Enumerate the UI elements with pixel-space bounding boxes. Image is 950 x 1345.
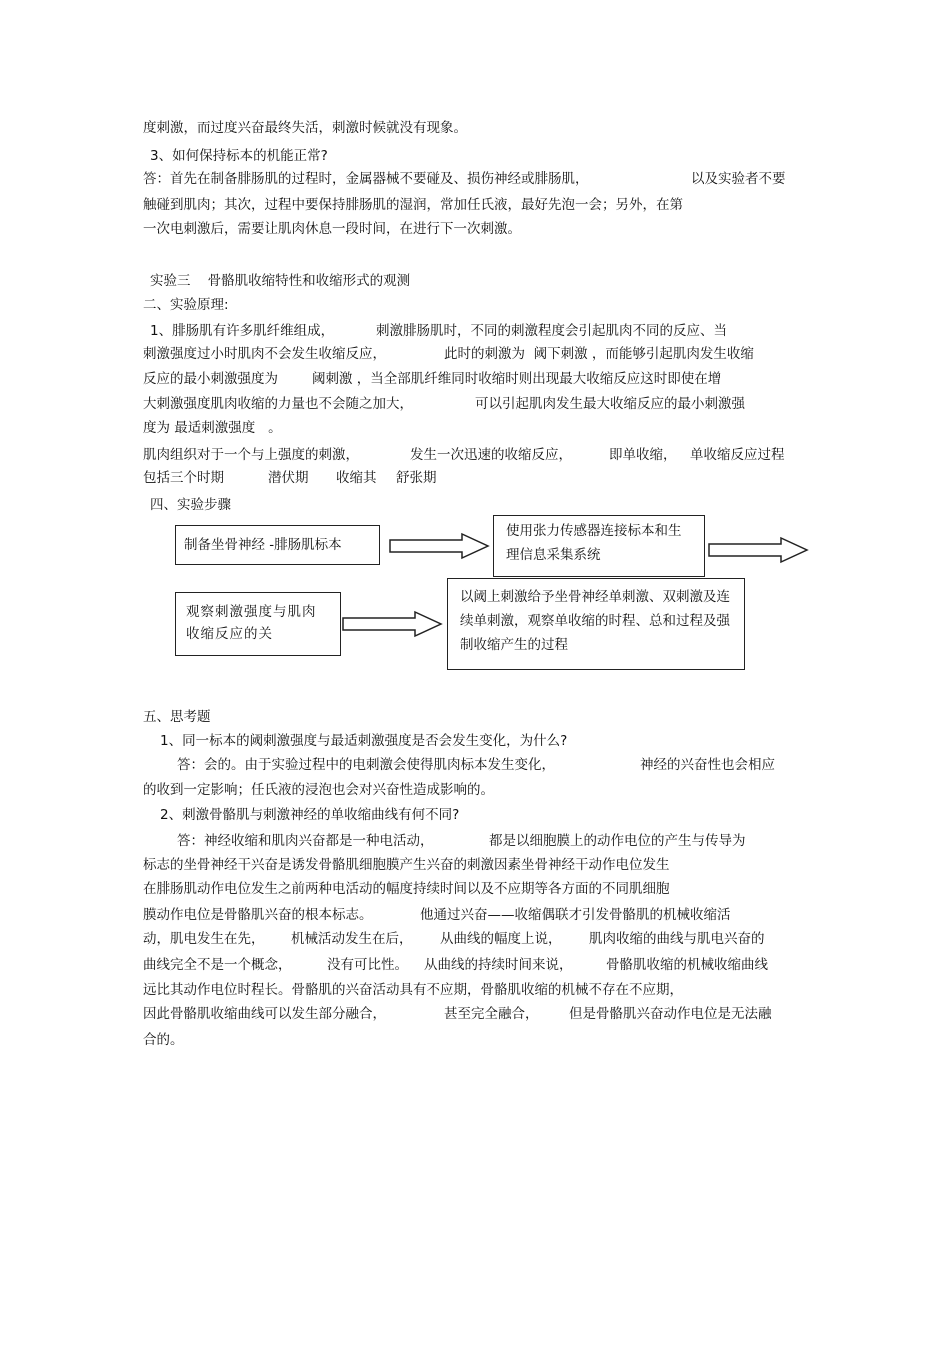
section-heading: 二、实验原理: <box>143 297 229 313</box>
flow-box-stimulate: 以阈上刺激给予坐骨神经单刺激、双刺激及连续单刺激，观察单收缩的时程、总和过程及强制收缩产生的过程 <box>447 578 745 670</box>
text-line: 合的。 <box>143 1032 184 1048</box>
text-line: 答：神经收缩和肌肉兴奋都是一种电活动， <box>177 833 434 849</box>
section-title: 实验三 骨骼肌收缩特性和收缩形式的观测 <box>150 273 411 289</box>
text-line: 度刺激，而过度兴奋最终失活，刺激时候就没有现象。 <box>143 120 467 136</box>
text-line: 1、腓肠肌有许多肌纤维组成， <box>150 323 335 339</box>
flow-box-prepare: 制备坐骨神经 -腓肠肌标本 <box>175 525 380 565</box>
text-line: 答：首先在制备腓肠肌的过程时，金属器械不要碰及、损伤神经或腓肠肌， <box>143 171 589 187</box>
flow-arrow <box>709 538 809 562</box>
text-line: 单收缩反应过程 <box>690 447 785 463</box>
text-line: 阈刺激 ，当全部肌纤维同时收缩时则出现最大收缩反应这时即使在增 <box>312 371 722 387</box>
text-line: 膜动作电位是骨骼肌兴奋的根本标志。 <box>143 907 373 923</box>
text-line: 从曲线的幅度上说， <box>440 931 562 947</box>
text-line: 一次电刺激后，需要让肌肉休息一段时间，在进行下一次刺激。 <box>143 221 521 237</box>
text-line: 潜伏期 <box>268 470 309 486</box>
flow-arrow <box>343 612 443 636</box>
text-line: 触碰到肌肉；其次，过程中要保持腓肠肌的湿润，常加任氏液，最好先泡一会；另外，在第 <box>143 197 683 213</box>
text-line: 的收到一定影响；任氏液的浸泡也会对兴奋性造成影响的。 <box>143 782 494 798</box>
text-line: 都是以细胞膜上的动作电位的产生与传导为 <box>489 833 746 849</box>
text-line: 发生一次迅速的收缩反应， <box>410 447 572 463</box>
text-line: 没有可比性。 <box>327 957 408 973</box>
text-line: 度为 最适刺激强度 。 <box>143 420 282 436</box>
text-line: 标志的坐骨神经干兴奋是诱发骨骼肌细胞膜产生兴奋的刺激因素坐骨神经干动作电位发生 <box>143 857 670 873</box>
text-line: 在腓肠肌动作电位发生之前两种电活动的幅度持续时间以及不应期等各方面的不同肌细胞 <box>143 881 670 897</box>
text-line: 骨骼肌收缩的机械收缩曲线 <box>606 957 768 973</box>
flow-box-observe: 观察刺激强度与肌肉收缩反应的关 <box>175 592 341 656</box>
text-line: 即单收缩， <box>609 447 677 463</box>
question-3: 3、如何保持标本的机能正常? <box>150 148 328 164</box>
text-line: 收缩其 <box>336 470 377 486</box>
text-line: 答：会的。由于实验过程中的电刺激会使得肌肉标本发生变化， <box>177 757 555 773</box>
text-line: 甚至完全融合， <box>444 1006 539 1022</box>
text-line: 肌肉组织对于一个与上强度的刺激， <box>143 447 359 463</box>
text-line: 以及实验者不要 <box>691 171 786 187</box>
text-line: 从曲线的持续时间来说， <box>424 957 573 973</box>
text-line: 舒张期 <box>396 470 437 486</box>
text-line: 刺激腓肠肌时，不同的刺激程度会引起肌肉不同的反应、当 <box>376 323 727 339</box>
text-line: 神经的兴奋性也会相应 <box>640 757 775 773</box>
text-line: 大刺激强度肌肉收缩的力量也不会随之加大， <box>143 396 413 412</box>
text-line: 但是骨骼肌兴奋动作电位是无法融 <box>569 1006 772 1022</box>
text-line: 肌肉收缩的曲线与肌电兴奋的 <box>589 931 765 947</box>
flow-box-connect: 使用张力传感器连接标本和生理信息采集系统 <box>493 515 705 577</box>
text-line: 曲线完全不是一个概念， <box>143 957 292 973</box>
flow-arrow <box>390 534 490 558</box>
text-line: 包括三个时期 <box>143 470 224 486</box>
text-line: 因此骨骼肌收缩曲线可以发生部分融合， <box>143 1006 386 1022</box>
text-line: 动，肌电发生在先， <box>143 931 265 947</box>
text-line: 可以引起肌肉发生最大收缩反应的最小刺激强 <box>475 396 745 412</box>
text-line: 远比其动作电位时程长。骨骼肌的兴奋活动具有不应期，骨骼肌收缩的机械不存在不应期， <box>143 982 683 998</box>
text-line: 他通过兴奋——收缩偶联才引发骨骼肌的机械收缩活 <box>420 907 731 923</box>
text-line: 机械活动发生在后， <box>291 931 413 947</box>
question-1: 1、同一标本的阈刺激强度与最适刺激强度是否会发生变化，为什么? <box>160 733 568 749</box>
section-heading: 五、思考题 <box>143 709 211 725</box>
section-heading: 四、实验步骤 <box>150 497 231 513</box>
question-2: 2、刺激骨骼肌与刺激神经的单收缩曲线有何不同? <box>160 807 460 823</box>
text-line: 此时的刺激为 阈下刺激 ，而能够引起肌肉发生收缩 <box>444 346 754 362</box>
text-line: 反应的最小刺激强度为 <box>143 371 278 387</box>
text-line: 刺激强度过小时肌肉不会发生收缩反应， <box>143 346 386 362</box>
